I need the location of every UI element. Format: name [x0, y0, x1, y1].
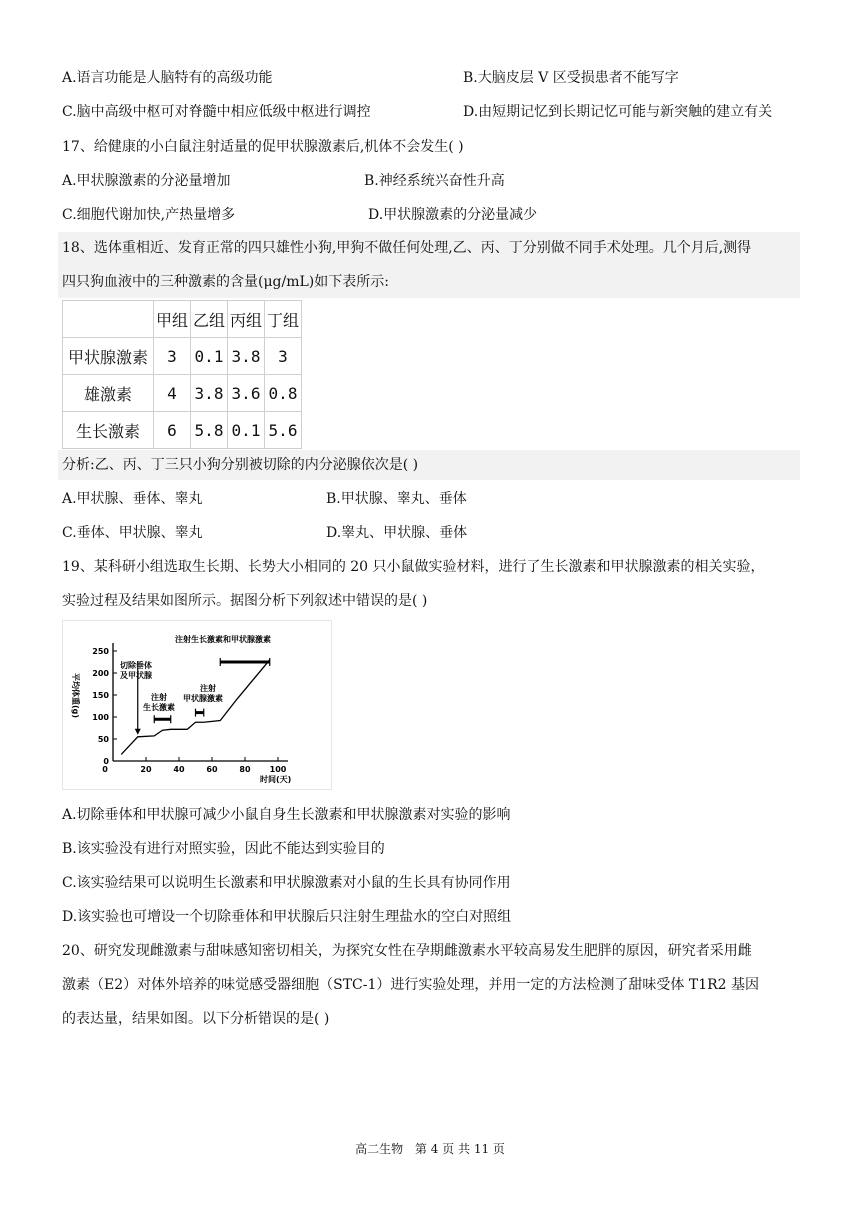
- q19-stem-line-2: 实验过程及结果如图所示。据图分析下列叙述中错误的是( ): [62, 593, 428, 609]
- y-tick-label: 200: [92, 669, 109, 678]
- q17-stem: 17、给健康的小白鼠注射适量的促甲状腺激素后,机体不会发生( ): [62, 139, 464, 155]
- table-cell: 0.1: [191, 338, 228, 375]
- table-header-cell: 丁组: [265, 301, 302, 338]
- table-row-label: 雄激素: [63, 375, 154, 412]
- q17-option-b: B.神经系统兴奋性升高: [364, 173, 505, 189]
- x-tick-label: 100: [269, 765, 287, 774]
- annotation-both-label: 注射生长激素和甲状腺激素: [175, 635, 271, 644]
- table-cell: 6: [154, 412, 191, 449]
- q16-option-b: B.大脑皮层 V 区受损患者不能写字: [463, 70, 679, 86]
- table-header-row: [63, 301, 302, 338]
- q18-option-c: C.垂体、甲状腺、睾丸: [62, 525, 203, 541]
- x-tick-label: 80: [239, 765, 251, 774]
- y-tick-label: 150: [92, 691, 109, 700]
- table-cell: 4: [154, 375, 191, 412]
- table-header-cell: 丙组: [228, 301, 265, 338]
- table-cell: 3.8: [191, 375, 228, 412]
- y-tick-label: 100: [92, 713, 109, 722]
- table-cell: 3.8: [228, 338, 265, 375]
- q16-option-a: A.语言功能是人脑特有的高级功能: [62, 70, 273, 86]
- table-row-label: 甲状腺激素: [63, 338, 154, 375]
- table-row: [63, 338, 302, 375]
- annotation-gh-line-2: 生长激素: [143, 703, 175, 712]
- q20-stem-line-2: 激素（E2）对体外培养的味觉感受器细胞（STC-1）进行实验处理，并用一定的方法检测了甜味受体 T1R2 基因: [62, 977, 759, 993]
- annotation-cut-line-1: 切除垂体: [120, 661, 152, 670]
- footer-page-number: 第 4 页 共 11 页: [414, 1142, 505, 1156]
- q18-analysis: 分析:乙、丙、丁三只小狗分别被切除的内分泌腺依次是( ): [62, 457, 419, 473]
- q18-stem-line-2: 四只狗血液中的三种激素的含量(μg/mL)如下表所示:: [62, 274, 389, 290]
- weight-chart-svg: [63, 621, 331, 789]
- q19-option-d: D.该实验也可增设一个切除垂体和甲状腺后只注射生理盐水的空白对照组: [62, 909, 512, 925]
- table-cell: 3: [265, 338, 302, 375]
- q18-option-b: B.甲状腺、睾丸、垂体: [326, 491, 467, 507]
- x-tick-label: 60: [206, 765, 218, 774]
- table-row-label: 生长激素: [63, 412, 154, 449]
- y-tick-label: 0: [103, 757, 109, 766]
- q19-stem-line-1: 19、某科研小组选取生长期、长势大小相同的 20 只小鼠做实验材料，进行了生长激素和甲状腺激素的相关实验，: [62, 559, 765, 575]
- table-cell: 0.1: [228, 412, 265, 449]
- x-tick-label: 0: [102, 765, 108, 774]
- annotation-th-line-1: 注射: [200, 684, 216, 693]
- y-tick-label: 250: [92, 647, 109, 656]
- weight-chart: [62, 620, 332, 790]
- table-cell: 3.6: [228, 375, 265, 412]
- table-row: [63, 412, 302, 449]
- chart-x-label: 时间(天): [260, 775, 292, 784]
- q17-option-c: C.细胞代谢加快,产热量增多: [62, 207, 236, 223]
- table-cell: 5.6: [265, 412, 302, 449]
- q16-option-c: C.脑中高级中枢可对脊髓中相应低级中枢进行调控: [62, 104, 371, 120]
- q19-option-a: A.切除垂体和甲状腺可减少小鼠自身生长激素和甲状腺激素对实验的影响: [62, 807, 511, 823]
- table-cell: 5.8: [191, 412, 228, 449]
- cut-arrow-head: [135, 729, 141, 735]
- q16-option-d: D.由短期记忆到长期记忆可能与新突触的建立有关: [463, 104, 773, 120]
- q18-option-d: D.睾丸、甲状腺、垂体: [326, 525, 468, 541]
- q20-stem-line-1: 20、研究发现雌激素与甜味感知密切相关，为探究女性在孕期雌激素水平较高易发生肥胖的原因，研究者采用雌: [62, 943, 752, 959]
- q18-stem-line-1: 18、选体重相近、发育正常的四只雄性小狗,甲狗不做任何处理,乙、丙、丁分别做不同手术处理。几个月后,测得: [62, 240, 752, 256]
- table-header-cell: 乙组: [191, 301, 228, 338]
- x-tick-label: 20: [140, 765, 152, 774]
- table-row: [63, 375, 302, 412]
- q17-option-d: D.甲状腺激素的分泌量减少: [368, 207, 538, 223]
- table-header-cell: [63, 301, 154, 338]
- chart-y-label: 平均体重(g): [71, 673, 80, 719]
- table-header-cell: 甲组: [154, 301, 191, 338]
- q19-option-b: B.该实验没有进行对照实验，因此不能达到实验目的: [62, 841, 385, 857]
- hormone-table: [62, 300, 302, 449]
- annotation-th-line-2: 甲状腺激素: [183, 694, 223, 703]
- table-cell: 3: [154, 338, 191, 375]
- table-cell: 0.8: [265, 375, 302, 412]
- annotation-cut-line-2: 及甲状腺: [120, 671, 152, 680]
- page-footer: [0, 1140, 860, 1157]
- q20-stem-line-3: 的表达量，结果如图。以下分析错误的是( ): [62, 1011, 330, 1027]
- annotation-gh-line-1: 注射: [151, 693, 167, 702]
- q18-option-a: A.甲状腺、垂体、睾丸: [62, 491, 203, 507]
- q19-option-c: C.该实验结果可以说明生长激素和甲状腺激素对小鼠的生长具有协同作用: [62, 875, 511, 891]
- chart-x-ticks: [102, 757, 287, 774]
- footer-subject: 高二生物: [355, 1142, 404, 1156]
- y-tick-label: 50: [97, 735, 109, 744]
- x-tick-label: 40: [173, 765, 185, 774]
- q17-option-a: A.甲状腺激素的分泌量增加: [62, 173, 231, 189]
